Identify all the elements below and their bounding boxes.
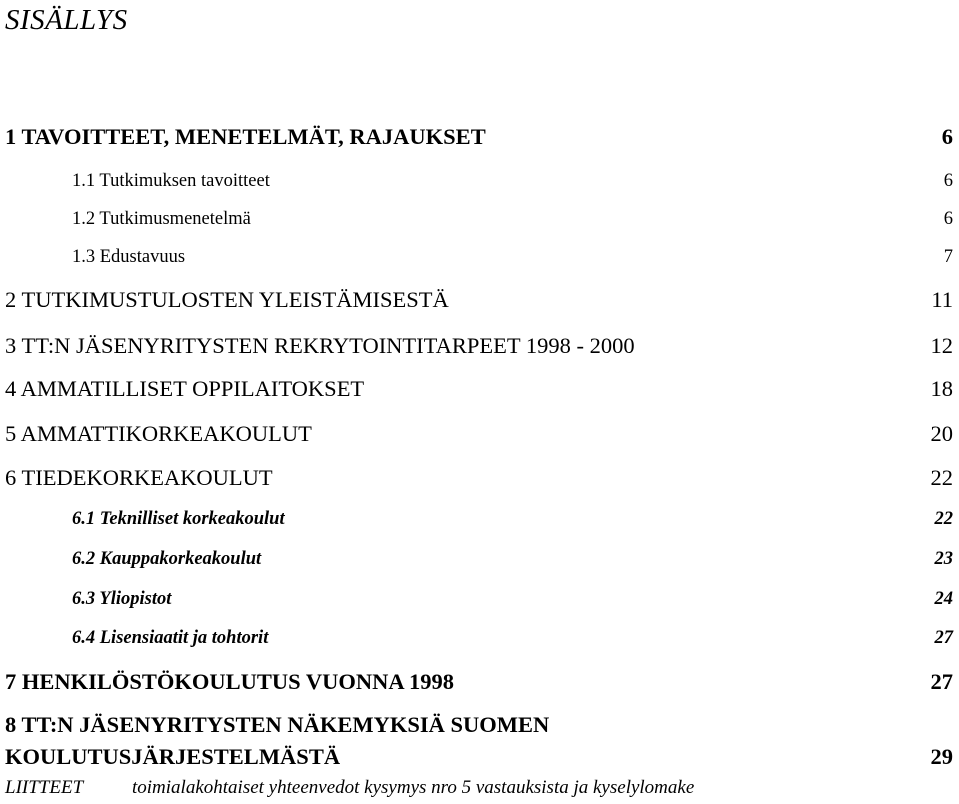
toc-entry-page: 7	[943, 247, 953, 267]
toc-entry-page: 20	[930, 421, 953, 446]
toc-entry-label: 8 TT:N JÄSENYRITYSTEN NÄKEMYKSIÄ SUOMEN	[5, 712, 550, 737]
toc-entry-page: 6	[941, 124, 953, 149]
appendix-label: LIITTEET	[5, 777, 84, 798]
toc-entry-label: 6 TIEDEKORKEAKOULUT	[5, 465, 273, 490]
toc-entry-label: 5 AMMATTIKORKEAKOULUT	[5, 421, 312, 446]
toc-entry-page: 6	[943, 209, 953, 229]
toc-entry-label: 6.3 Yliopistot	[72, 589, 172, 609]
toc-entry-label: 6.4 Lisensiaatit ja tohtorit	[72, 628, 269, 648]
appendix-description: toimialakohtaiset yhteenvedot kysymys nro 5 vastauksista ja kyselylomake	[132, 777, 695, 798]
toc-entry-page: 6	[943, 171, 953, 191]
toc-entry-page: 22	[934, 509, 953, 529]
toc-entry-label: 1.1 Tutkimuksen tavoitteet	[72, 171, 270, 191]
toc-entry-page: 23	[934, 549, 953, 569]
toc-entry-label: 1.2 Tutkimusmenetelmä	[72, 209, 251, 229]
toc-entry-label: 6.2 Kauppakorkeakoulut	[72, 549, 262, 569]
toc-entry-label: 2 TUTKIMUSTULOSTEN YLEISTÄMISESTÄ	[5, 287, 449, 312]
toc-entry-label: 6.1 Teknilliset korkeakoulut	[72, 509, 285, 529]
toc-entry-page: 27	[934, 628, 953, 648]
toc-entry-label: KOULUTUSJÄRJESTELMÄSTÄ	[5, 744, 341, 769]
toc-entry-label: 4 AMMATILLISET OPPILAITOKSET	[5, 376, 365, 401]
toc-entry-page: 29	[930, 744, 953, 769]
toc-entry-label: 1.3 Edustavuus	[72, 247, 186, 267]
toc-entry-label: 3 TT:N JÄSENYRITYSTEN REKRYTOINTITARPEET 1998 - 2000	[5, 333, 635, 358]
toc-entry-page: 22	[930, 465, 953, 490]
toc-entry-page: 24	[934, 589, 953, 609]
toc-entry-page: 11	[931, 287, 953, 312]
toc-entry-page: 18	[930, 376, 953, 401]
toc-entry-page: 27	[930, 669, 953, 694]
page-title: SISÄLLYS	[5, 4, 128, 36]
toc-entry-page: 12	[930, 333, 953, 358]
toc-entry-label: 1 TAVOITTEET, MENETELMÄT, RAJAUKSET	[5, 124, 486, 149]
toc-entry-label: 7 HENKILÖSTÖKOULUTUS VUONNA 1998	[5, 669, 455, 694]
